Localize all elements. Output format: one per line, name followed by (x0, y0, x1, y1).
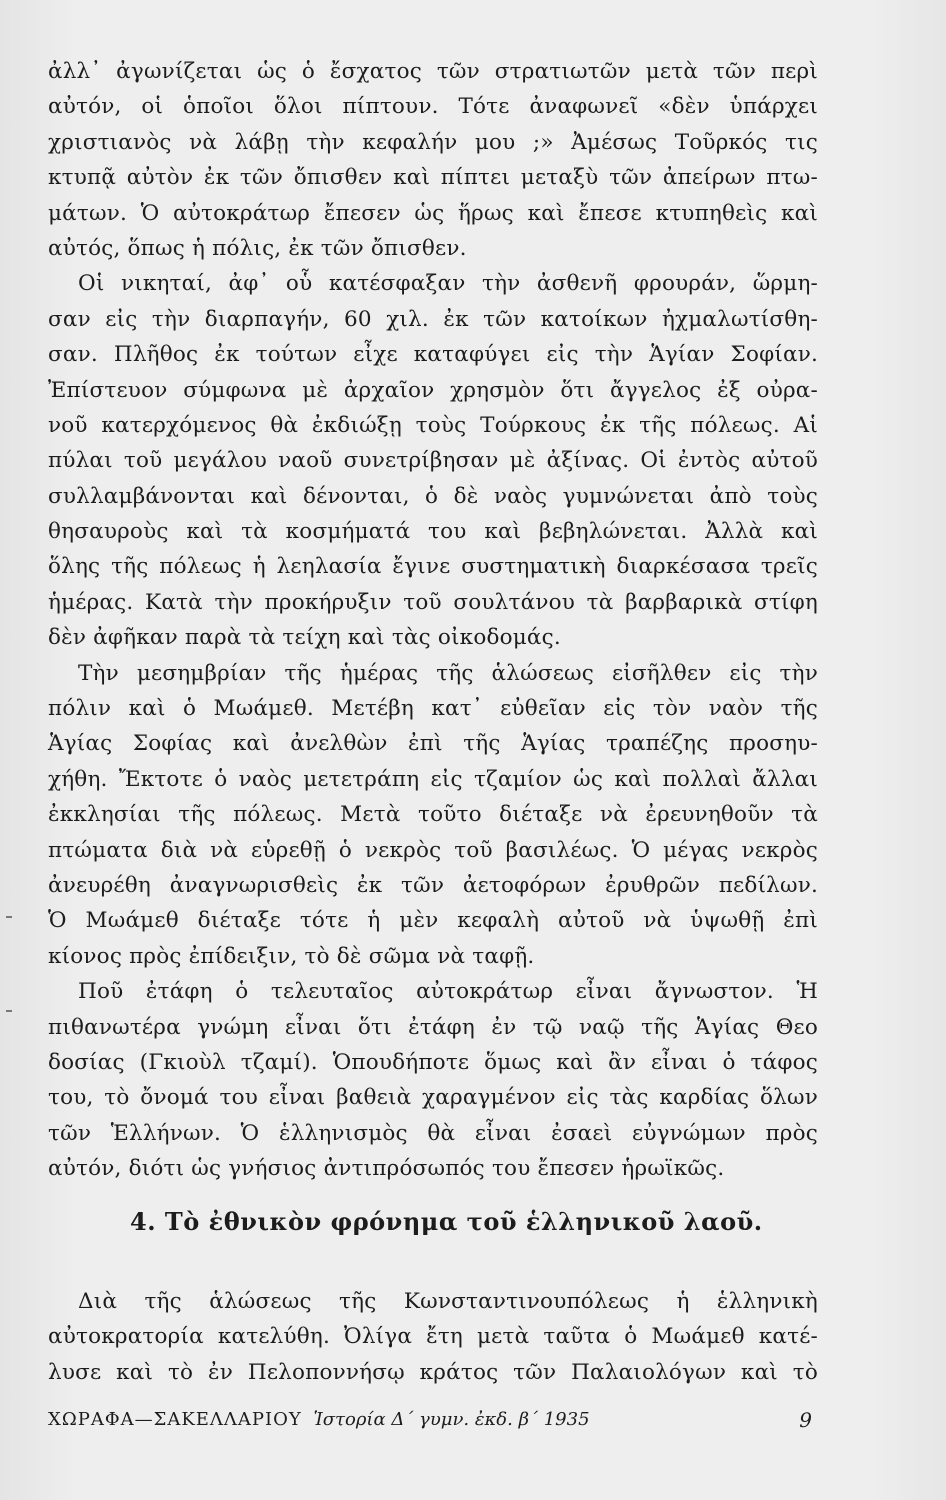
section-heading: 4. Τὸ ἐθνικὸν φρόνημα τοῦ ἑλληνικοῦ λαοῦ. (130, 1207, 763, 1236)
text-line: συλλαμβάνονται καὶ δένονται, ὁ δὲ ναὸς γυμνώνεται ἀπὸ τοὺς (48, 483, 818, 509)
text-line: ἐκκλησίαι τῆς πόλεως. Μετὰ τοῦτο διέταξε νὰ ἐρευνηθοῦν τὰ (48, 802, 818, 828)
text-line: λυσε καὶ τὸ ἐν Πελοποννήσῳ κράτος τῶν Παλαιολόγων καὶ τὸ (48, 1359, 818, 1385)
text-line: κτυπᾷ αὐτὸν ἐκ τῶν ὄπισθεν καὶ πίπτει μεταξὺ τῶν ἀπείρων πτω- (48, 165, 818, 191)
text-line: Ἁγίας Σοφίας καὶ ἀνελθὼν ἐπὶ τῆς Ἁγίας τραπέζης προσηυ- (48, 731, 818, 757)
text-line: χριστιανὸς νὰ λάβῃ τὴν κεφαλήν μου ;» Ἀμέσως Τοῦρκός τις (48, 129, 818, 155)
text-line: ἡμέρας. Κατὰ τὴν προκήρυξιν τοῦ σουλτάνου τὰ βαρβαρικὰ στίφη (48, 589, 818, 615)
footer-book-title: Ἱστορία Δ΄ γυμν. ἐκδ. β΄ 1935 (313, 1409, 590, 1430)
text-line: σαν εἰς τὴν διαρπαγήν, 60 χιλ. ἐκ τῶν κατοίκων ἠχμαλωτίσθη- (48, 306, 818, 332)
main-text-block (48, 54, 818, 1187)
text-line: Τὴν μεσημβρίαν τῆς ἡμέρας τῆς ἁλώσεως εἰσῆλθεν εἰς τὴν (78, 660, 818, 686)
text-line: ὅλης τῆς πόλεως ἡ λεηλασία ἔγινε συστηματικὴ διαρκέσασα τρεῖς (48, 554, 818, 580)
text-line: κίονος πρὸς ἐπίδειξιν, τὸ δὲ σῶμα νὰ ταφῇ. (48, 943, 535, 969)
text-line: αὐτόν, οἱ ὁποῖοι ὅλοι πίπτουν. Τότε ἀναφωνεῖ «δὲν ὑπάρχει (48, 94, 818, 120)
text-line: του, τὸ ὄνομά του εἶναι βαθειὰ χαραγμένον εἰς τὰς καρδίας ὅλων (48, 1085, 818, 1111)
text-line: Διὰ τῆς ἁλώσεως τῆς Κωνσταντινουπόλεως ἡ ἑλληνικὴ (78, 1289, 818, 1314)
text-line: αὐτοκρατορία κατελύθη. Ὀλίγα ἔτη μετὰ ταῦτα ὁ Μωάμεθ κατέ- (48, 1324, 818, 1350)
text-line: αὐτός, ὅπως ἡ πόλις, ἐκ τῶν ὄπισθεν. (48, 235, 467, 261)
page-number: 9 (799, 1408, 812, 1432)
text-line: Ὁ Μωάμεθ διέταξε τότε ἡ μὲν κεφαλὴ αὐτοῦ νὰ ὑψωθῇ ἐπὶ (48, 908, 818, 934)
text-line: θησαυροὺς καὶ τὰ κοσμήματά του καὶ βεβηλώνεται. Ἀλλὰ καὶ (48, 519, 818, 545)
text-line: δοσίας (Γκιοὺλ τζαμί). Ὁπουδήποτε ὅμως καὶ ἂν εἶναι ὁ τάφος (48, 1049, 818, 1075)
margin-mark (6, 1010, 12, 1012)
text-line: πόλιν καὶ ὁ Μωάμεθ. Μετέβη κατ᾽ εὐθεῖαν εἰς τὸν ναὸν τῆς (48, 696, 818, 722)
text-line: νοῦ κατερχόμενος θὰ ἐκδιώξῃ τοὺς Τούρκους ἐκ τῆς πόλεως. Αἱ (48, 412, 818, 438)
margin-mark (6, 916, 12, 918)
text-line: Ποῦ ἐτάφη ὁ τελευταῖος αὐτοκράτωρ εἶναι ἄγνωστον. Ἡ (78, 979, 818, 1005)
text-line: αὐτόν, διότι ὡς γνήσιος ἀντιπρόσωπός του ἔπεσεν ἡρωϊκῶς. (48, 1156, 725, 1182)
text-line: Οἱ νικηταί, ἀφ᾽ οὗ κατέσφαξαν τὴν ἀσθενῆ φρουράν, ὥρμη- (78, 271, 818, 297)
text-line: Ἐπίστευον σύμφωνα μὲ ἀρχαῖον χρησμὸν ὅτι ἄγγελος ἐξ οὐρα- (48, 377, 818, 403)
text-line: μάτων. Ὁ αὐτοκράτωρ ἔπεσεν ὡς ἥρως καὶ ἔπεσε κτυπηθεὶς καὶ (48, 200, 818, 226)
text-line: σαν. Πλῆθος ἐκ τούτων εἶχε καταφύγει εἰς τὴν Ἁγίαν Σοφίαν. (48, 342, 818, 368)
text-line: πιθανωτέρα γνώμη εἶναι ὅτι ἐτάφη ἐν τῷ ναῷ τῆς Ἁγίας Θεο (48, 1014, 818, 1040)
page-footer (48, 1400, 818, 1440)
section-text-block (48, 1284, 818, 1390)
footer-authors: ΧΩΡΑΦΑ—ΣΑΚΕΛΛΑΡΙΟΥ (48, 1409, 302, 1430)
text-line: ἀλλ᾽ ἀγωνίζεται ὡς ὁ ἔσχατος τῶν στρατιωτῶν μετὰ τῶν περὶ (48, 59, 818, 84)
text-line: πύλαι τοῦ μεγάλου ναοῦ συνετρίβησαν μὲ ἀξίνας. Οἱ ἐντὸς αὐτοῦ (48, 448, 818, 474)
text-line: δὲν ἀφῆκαν παρὰ τὰ τείχη καὶ τὰς οἰκοδομάς. (48, 625, 561, 651)
text-line: χήθη. Ἔκτοτε ὁ ναὸς μετετράπη εἰς τζαμίον ὡς καὶ πολλαὶ ἄλλαι (48, 766, 818, 792)
text-line: πτώματα διὰ νὰ εὑρεθῇ ὁ νεκρὸς τοῦ βασιλέως. Ὁ μέγας νεκρὸς (48, 837, 818, 863)
text-line: τῶν Ἑλλήνων. Ὁ ἑλληνισμὸς θὰ εἶναι ἐσαεὶ εὐγνώμων πρὸς (48, 1120, 818, 1146)
text-line: ἀνευρέθη ἀναγνωρισθεὶς ἐκ τῶν ἀετοφόρων ἐρυθρῶν πεδίλων. (48, 872, 818, 898)
